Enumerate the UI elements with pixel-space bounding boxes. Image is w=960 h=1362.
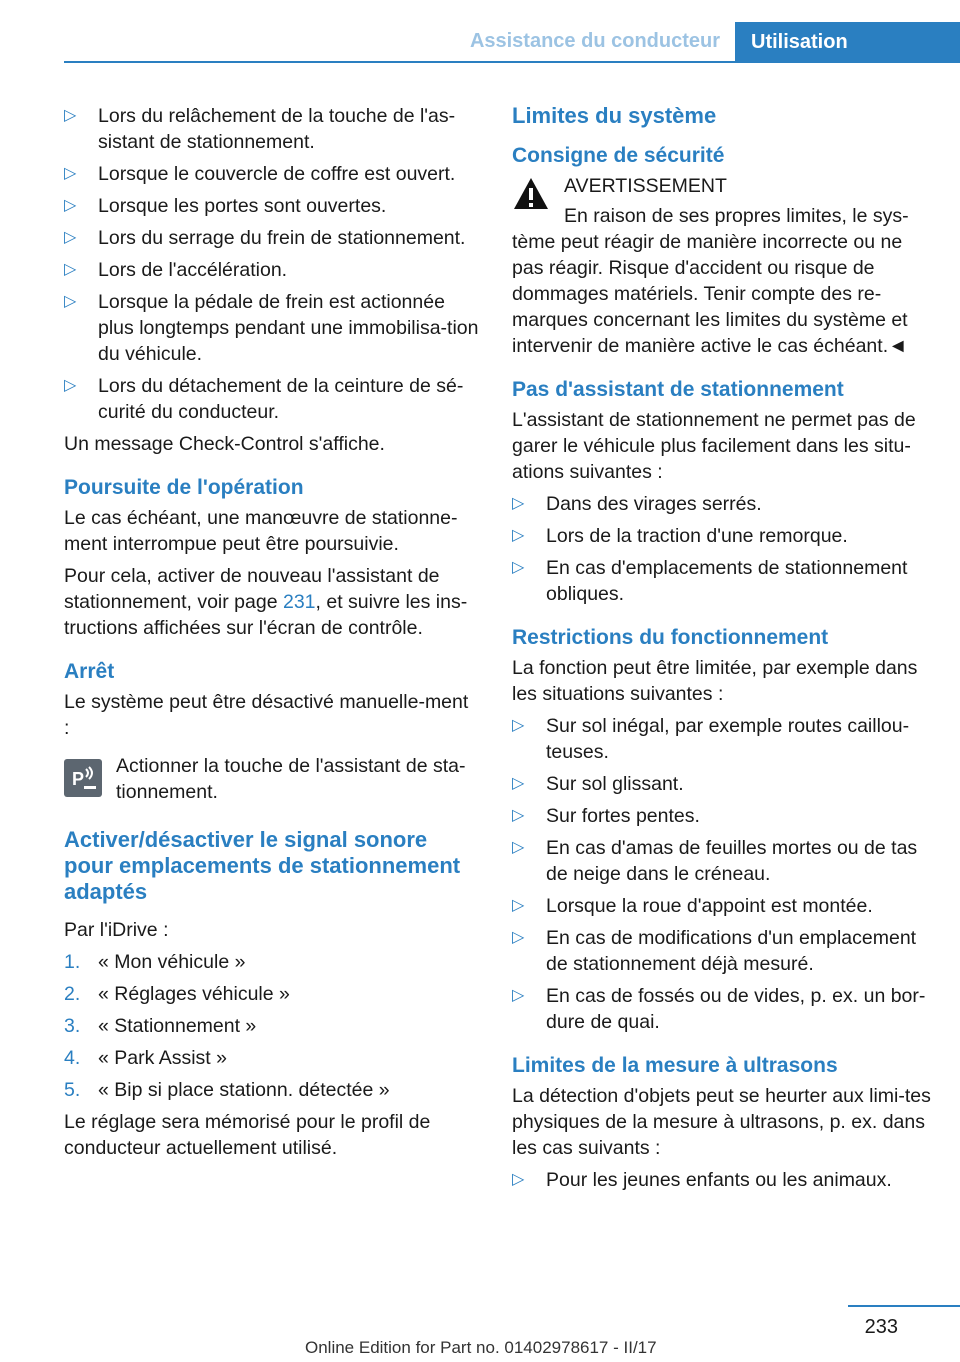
triangle-bullet-icon: ▷	[512, 807, 525, 824]
list-item: 2. « Réglages véhicule »	[64, 983, 290, 1005]
list-item: ▷ Lorsque les portes sont ouvertes.	[64, 195, 387, 217]
triangle-bullet-icon: ▷	[64, 107, 77, 124]
triangle-bullet-icon: ▷	[512, 1171, 525, 1188]
list-item: ▷ Dans des virages serrés.	[512, 493, 762, 515]
section-title: Assistance du conducteur	[469, 30, 720, 52]
list-item: ▷ Sur sol inégal, par exemple routes caillou-teuses.	[512, 715, 910, 763]
parking-button-instruction	[64, 753, 479, 805]
footer-rule	[848, 1305, 960, 1307]
triangle-bullet-icon: ▷	[64, 377, 77, 394]
list-item: ▷ Lors de l'accélération.	[64, 259, 288, 281]
pas-paragraph: L'assistant de stationnement ne permet pas de garer le véhicule plus facilement dans les situ-ations suivantes :	[512, 409, 916, 483]
list-item: ▷ Lors du serrage du frein de stationnement.	[64, 227, 466, 249]
right-column	[512, 103, 932, 1199]
page-number: 233	[864, 1316, 898, 1338]
list-item: ▷ En cas de fossés ou de vides, p. ex. un bor-dure de quai.	[512, 985, 926, 1033]
warning-block	[512, 173, 932, 229]
triangle-bullet-icon: ▷	[512, 527, 525, 544]
list-item: ▷ Lors du relâchement de la touche de l'as-sistant de stationnement.	[64, 105, 456, 153]
list-item: 1. « Mon véhicule »	[64, 951, 246, 973]
list-item: 3. « Stationnement »	[64, 1015, 257, 1037]
list-item: ▷ Lors du détachement de la ceinture de sé-curité du conducteur.	[64, 375, 464, 423]
arret-heading: Arrêt	[64, 660, 115, 683]
triangle-bullet-icon: ▷	[64, 261, 77, 278]
list-item: ▷ En cas d'emplacements de stationnement obliques.	[512, 557, 908, 605]
activer-heading: Activer/désactiver le signal sonore pour emplacements de stationnement adaptés	[64, 827, 461, 904]
header-rule	[64, 61, 960, 63]
deactivation-list	[64, 103, 479, 425]
mesure-heading: Limites de la mesure à ultrasons	[512, 1054, 838, 1077]
triangle-bullet-icon: ▷	[512, 559, 525, 576]
page-link[interactable]: 231	[282, 591, 316, 613]
list-item: ▷ Pour les jeunes enfants ou les animaux.	[512, 1169, 892, 1191]
warning-triangle-icon	[512, 175, 550, 213]
restrictions-heading: Restrictions du fonctionnement	[512, 626, 829, 649]
poursuite-heading: Poursuite de l'opération	[64, 476, 304, 499]
limites-heading: Limites du système	[512, 103, 717, 128]
triangle-bullet-icon: ▷	[64, 229, 77, 246]
poursuite-paragraph-2: Pour cela, activer de nouveau l'assistant de stationnement, voir page 231, et suivre les ins-tructions affichées sur l'écran de contrôle.	[64, 565, 468, 639]
list-item: 5. « Bip si place stationn. détectée »	[64, 1079, 390, 1101]
list-item: 4. « Park Assist »	[64, 1047, 227, 1069]
list-item: ▷ Lors de la traction d'une remorque.	[512, 525, 848, 547]
warning-text: En raison de ses propres limites, le sys-tème peut réagir de manière incorrecte ou ne pas réagir. Risque d'accident ou risque de dommages matériels. Tenir compte des re-marques concernant les limites du système et intervenir de manière active le cas échéant.◄	[512, 205, 909, 357]
list-item: ▷ En cas de modifications d'un emplacement de stationnement déjà mesuré.	[512, 927, 917, 975]
arret-paragraph: Le système peut être désactivé manuelle-ment :	[64, 691, 469, 739]
idrive-text: Par l'iDrive :	[64, 919, 169, 941]
restrictions-paragraph: La fonction peut être limitée, par exemple dans les situations suivantes :	[512, 657, 918, 705]
list-item: ▷ Lorsque la roue d'appoint est montée.	[512, 895, 873, 917]
triangle-bullet-icon: ▷	[64, 165, 77, 182]
chapter-tab: Utilisation	[735, 22, 960, 62]
idrive-steps	[64, 949, 479, 1103]
parking-assist-button-icon	[64, 759, 102, 797]
restrictions-list	[512, 713, 932, 1035]
pas-list	[512, 491, 932, 607]
poursuite-paragraph: Le cas échéant, une manœuvre de stationne-ment interrompue peut être poursuivie.	[64, 507, 458, 555]
list-item: ▷ En cas d'amas de feuilles mortes ou de tas de neige dans le créneau.	[512, 837, 918, 885]
triangle-bullet-icon: ▷	[512, 929, 525, 946]
left-column	[64, 103, 479, 1167]
pas-heading: Pas d'assistant de stationnement	[512, 378, 844, 401]
triangle-bullet-icon: ▷	[512, 839, 525, 856]
mesure-list	[512, 1167, 932, 1193]
page-header	[0, 0, 960, 62]
consigne-heading: Consigne de sécurité	[512, 144, 725, 167]
mesure-paragraph: La détection d'objets peut se heurter aux limi-tes physiques de la mesure à ultrasons, p. ex. dans les cas suivants :	[512, 1085, 931, 1159]
list-item: ▷ Lorsque le couvercle de coffre est ouvert.	[64, 163, 456, 185]
triangle-bullet-icon: ▷	[512, 495, 525, 512]
list-item: ▷ Sur fortes pentes.	[512, 805, 700, 827]
list-item: ▷ Sur sol glissant.	[512, 773, 684, 795]
memorise-text: Le réglage sera mémorisé pour le profil de conducteur actuellement utilisé.	[64, 1111, 431, 1159]
arret-icon-text: Actionner la touche de l'assistant de sta-tionnement.	[116, 755, 466, 803]
triangle-bullet-icon: ▷	[512, 987, 525, 1004]
svg-text:P: P	[72, 769, 85, 789]
footer-edition: Online Edition for Part no. 01402978617 - II/17	[305, 1338, 657, 1357]
triangle-bullet-icon: ▷	[512, 717, 525, 734]
triangle-bullet-icon: ▷	[64, 197, 77, 214]
triangle-bullet-icon: ▷	[64, 293, 77, 310]
triangle-bullet-icon: ▷	[512, 897, 525, 914]
triangle-bullet-icon: ▷	[512, 775, 525, 792]
check-control-text: Un message Check-Control s'affiche.	[64, 433, 385, 455]
list-item: ▷ Lorsque la pédale de frein est actionnée plus longtemps pendant une immobilisa-tion du véhicule.	[64, 291, 479, 365]
warning-title: AVERTISSEMENT	[564, 175, 727, 197]
